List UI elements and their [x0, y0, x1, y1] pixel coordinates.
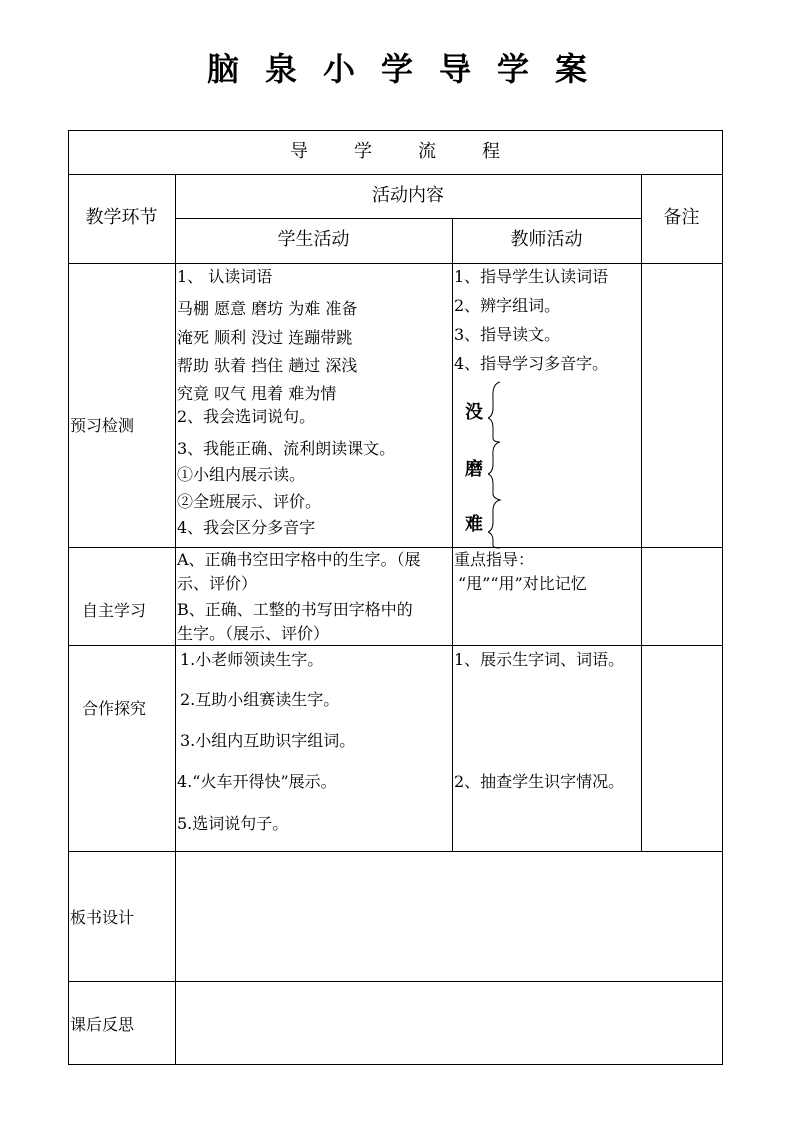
polyphonic-char: 磨	[465, 459, 483, 480]
list-item: 重点指导：	[454, 550, 535, 569]
page-title: 脑泉小学导学案	[206, 50, 613, 88]
list-item: 2、辨字组词。	[454, 296, 561, 315]
list-item: B、正确、工整的书写田字格中的	[177, 600, 413, 619]
list-item: A、正确书空田字格中的生字。（展	[177, 550, 421, 569]
list-item: 示、评价）	[177, 574, 258, 593]
list-item: 2.互助小组赛读生字。	[180, 690, 340, 709]
list-item: 生字。（展示、评价）	[177, 624, 330, 643]
column-activity-header: 活动内容	[372, 185, 444, 206]
polyphonic-char: 没	[465, 402, 483, 423]
stage-cooperation: 合作探究	[82, 699, 147, 718]
column-student-header: 学生活动	[277, 229, 350, 250]
list-item: 3、指导读文。	[454, 325, 561, 344]
list-item: ②全班展示、评价。	[177, 492, 322, 511]
list-item: 1、展示生字词、词语。	[454, 650, 625, 669]
stage-board-design: 板书设计	[70, 908, 135, 927]
list-item: 究竟 叹气 甩着 难为情	[177, 384, 337, 403]
list-item: 5.选词说句子。	[177, 814, 289, 833]
brace-icon	[488, 380, 508, 550]
stage-reflection: 课后反思	[70, 1015, 135, 1034]
flow-header: 导学流程	[290, 141, 546, 162]
list-item: 4、指导学习多音字。	[454, 354, 609, 373]
list-item: 3.小组内互助识字组词。	[180, 731, 356, 750]
list-item: 4.“火车开得快”展示。	[177, 772, 337, 791]
column-stage-header: 教学环节	[85, 207, 158, 228]
column-note-header: 备注	[663, 207, 700, 228]
list-item: 2、我会选词说句。	[177, 407, 316, 426]
list-item: “甩”“用”对比记忆	[458, 574, 587, 593]
list-item: ①小组内展示读。	[177, 465, 306, 484]
list-item: 1.小老师领读生字。	[180, 650, 324, 669]
polyphonic-char: 难	[465, 514, 483, 535]
list-item: 2、抽查学生识字情况。	[454, 772, 625, 791]
list-item: 4、我会区分多音字	[177, 518, 316, 537]
list-item: 帮助 驮着 挡住 趟过 深浅	[177, 356, 358, 375]
stage-self-study: 自主学习	[82, 601, 147, 620]
list-item: 1、指导学生认读词语	[454, 267, 609, 286]
stage-preview: 预习检测	[70, 416, 135, 435]
list-item: 3、我能正确、流利朗读课文。	[177, 439, 396, 458]
list-item: 淹死 顺利 没过 连蹦带跳	[177, 328, 353, 347]
list-item: 1、 认读词语	[177, 267, 273, 286]
list-item: 马棚 愿意 磨坊 为难 准备	[177, 299, 358, 318]
column-teacher-header: 教师活动	[510, 229, 583, 250]
